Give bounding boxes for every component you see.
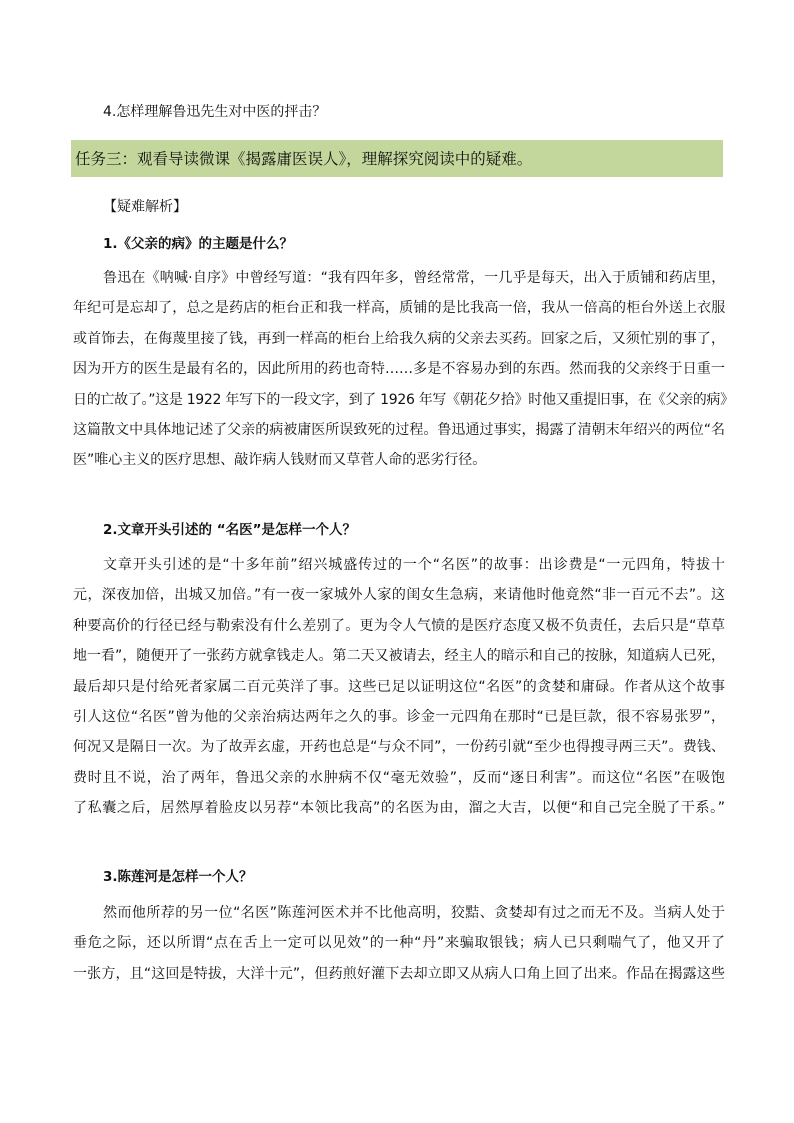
paragraph-line: 文章开头引述的是“十多年前”绍兴城盛传过的一个“名医”的故事：出诊费是“一元四角，特拔十 — [103, 557, 725, 573]
q1-paragraph — [73, 263, 734, 476]
q3-heading: 3.陈莲河是怎样一个人？ — [103, 869, 253, 885]
paragraph-line: 医”唯心主义的医疗思想、敲诈病人钱财而又草菅人命的恶劣行径。 — [73, 452, 487, 469]
task-banner-text: 任务三：观看导读微课《揭露庸医误人》，理解探究阅读中的疑难。 — [75, 150, 533, 168]
paragraph-line: 因为开方的医生是最有名的，因此所用的药也奇特……多是不容易办到的东西。然而我的父亲终于日重一 — [73, 361, 725, 378]
paragraph-line: 日的亡故了。”这是 1922 年写下的一段文字，到了 1926 年写《朝花夕拾》时他又重提旧事，在《父亲的病》 — [73, 391, 734, 408]
question-4: 4.怎样理解鲁迅先生对中医的抨击？ — [103, 104, 327, 120]
paragraph-line: 年纪可是忘却了，总之是药店的柜台正和我一样高，质铺的是比我高一倍，我从一倍高的柜台外送上衣服 — [73, 300, 725, 317]
q2-paragraph — [73, 550, 725, 824]
paragraph-line: 费时且不说，治了两年，鲁迅父亲的水肿病不仅“毫无效验”，反而“逐日利害”。而这位“名医”在吸饱 — [73, 769, 725, 786]
paragraph-line: 何况又是隔日一次。为了故弄玄虚，开药也总是“与众不同”，一份药引就“至少也得搜寻两三天”。费钱、 — [73, 739, 725, 756]
paragraph-line: 或首饰去，在侮蔑里接了钱，再到一样高的柜台上给我久病的父亲去买药。回家之后，又须忙别的事了， — [73, 330, 725, 347]
paragraph-line: 地一看”，随便开了一张药方就拿钱走人。第二天又被请去，经主人的暗示和自己的按脉，知道病人已死， — [73, 648, 725, 665]
paragraph-line: 引人这位“名医”曾为他的父亲治病达两年之久的事。诊金一元四角在那时“已是巨款，很不容易张罗”， — [73, 708, 725, 725]
paragraph-line: 垂危之际，还以所谓“点在舌上一定可以见效”的一种“丹”来骗取银钱；病人已只剩喘气了，他又开了 — [73, 935, 725, 952]
task-banner — [71, 140, 723, 177]
paragraph-line: 最后却只是付给死者家属二百元英洋了事。这些已足以证明这位“名医”的贪婪和庸碌。作者从这个故事 — [73, 678, 725, 695]
paragraph-line: 元，深夜加倍，出城又加倍。”有一夜一家城外人家的闺女生急病，来请他时他竟然“非一百元不去”。这 — [73, 587, 725, 604]
paragraph-line: 然而他所荐的另一位“名医”陈莲河医术并不比他高明，狡黠、贪婪却有过之而无不及。当病人处于 — [103, 905, 725, 921]
paragraph-line: 了私囊之后，居然厚着脸皮以另荐“本领比我高”的名医为由，溜之大吉，以便“和自己完全脱了干系。” — [73, 800, 725, 817]
paragraph-line: 一张方，且“这回是特拔，大洋十元”，但药煎好灌下去却立即又从病人口角上回了出来。作品在揭露这些 — [73, 965, 725, 982]
q2-heading: 2.文章开头引述的 “名医”是怎样一个人？ — [103, 522, 356, 538]
section-title: 【疑难解析】 — [103, 199, 187, 215]
paragraph-line: 这篇散文中具体地记述了父亲的病被庸医所误致死的过程。鲁迅通过事实，揭露了清朝末年绍兴的两位“名 — [73, 421, 725, 438]
q1-heading: 1.《父亲的病》的主题是什么？ — [103, 236, 294, 252]
q3-paragraph — [73, 898, 725, 989]
paragraph-line: 种要高价的行径已经与勒索没有什么差别了。更为令人气愤的是医疗态度又极不负责任，去后只是“草草 — [73, 617, 725, 634]
paragraph-line: 鲁迅在《呐喊·自序》中曾经写道：“我有四年多，曾经常常，一几乎是每天，出入于质铺和药店里， — [103, 270, 725, 286]
